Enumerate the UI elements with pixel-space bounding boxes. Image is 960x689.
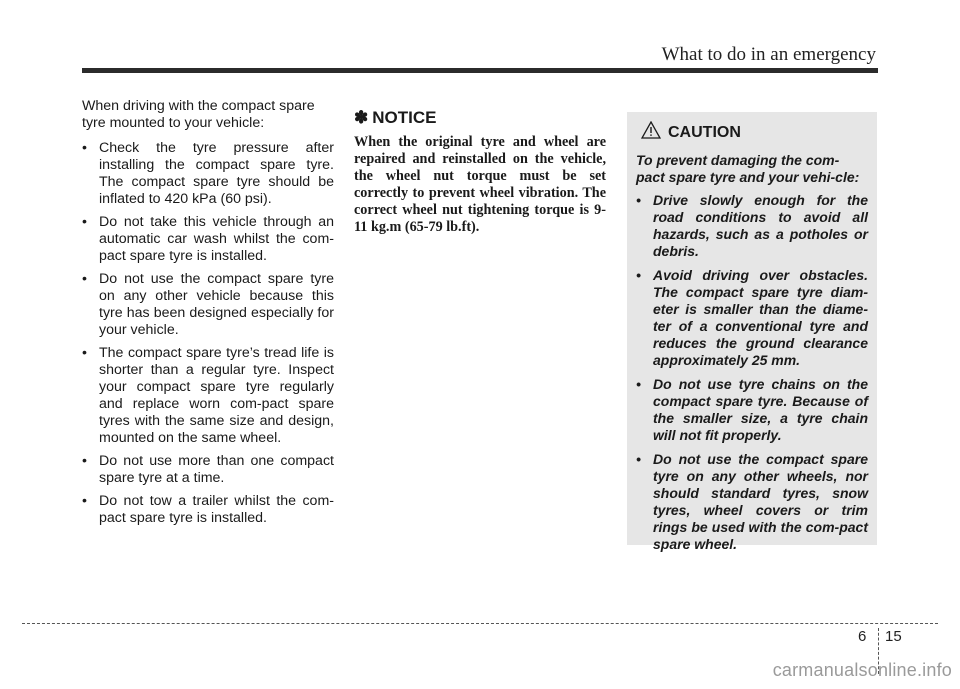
bullet: • [82,271,87,287]
bullet: • [82,493,87,509]
list-item-text: Do not tow a trailer whilst the com-pact spare tyre is installed. [99,493,334,526]
list-item-text: The compact spare tyre’s tread life is shorter than a regular tyre. Inspect your compact spare tyre regularly and replace worn com-pact spare tyres with the same size and design, mounted on the same wheel. [99,345,334,446]
watermark: carmanualsonline.info [772,660,952,680]
list-item [82,140,334,208]
notice-title: NOTICE [372,108,437,127]
list-item-text: Check the tyre pressure after installing the compact spare tyre. The compact spare tyre should be inflated to 420 kPa (60 psi). [99,140,334,207]
list-item [82,493,334,527]
list-item-text: Do not use the compact spare tyre on any other wheels, nor should standard tyres, snow tyres, wheel covers or trim rings be used with the com-pact spare wheel. [653,451,868,552]
list-item [636,267,868,369]
notice-heading [354,108,606,128]
caution-heading [641,121,868,144]
chapter-number: 6 [858,628,867,645]
bullet: • [636,192,641,208]
bullet: • [82,214,87,230]
page-header-title: What to do in an emergency [661,44,876,65]
list-item-text: Do not use the compact spare tyre on any other vehicle because this tyre has been designed especially for your vehicle. [99,271,334,338]
list-item [82,345,334,447]
list-item [636,376,868,444]
list-item [82,271,334,339]
notice-text: When the original tyre and wheel are repaired and reinstalled on the vehicle, the wheel nut torque must be set correctly to prevent wheel vibration. The correct wheel nut tightening torque is 9-11 kg.m (65-79 lb.ft). [354,134,606,235]
list-item [82,453,334,487]
warning-triangle-icon [641,121,661,144]
list-item [636,451,868,553]
header-rule [82,68,878,73]
bullet: • [636,376,641,392]
caution-title: CAUTION [668,123,741,141]
list-item-text: Avoid driving over obstacles. The compact spare tyre diam-eter is smaller than the diame-ter of a conventional tyre and reduces the ground clearance approximately 25 mm. [653,267,868,368]
list-item [636,192,868,260]
notice-section [354,108,606,236]
bullet: • [82,345,87,361]
caution-list [636,192,868,553]
footer-rule [22,623,938,624]
bullet: • [636,267,641,283]
list-item-text: Do not use more than one compact spare tyre at a time. [99,453,334,486]
list-item-text: Do not take this vehicle through an automatic car wash whilst the com-pact spare tyre is installed. [99,214,334,264]
bullet: • [636,451,641,467]
page-number: 15 [885,628,902,645]
list-item-text: Do not use tyre chains on the compact spare tyre. Because of the smaller size, a tyre chain will not fit properly. [653,376,868,443]
bullet: • [82,140,87,156]
spare-tyre-list [82,140,334,527]
caution-box [627,112,877,552]
intro-paragraph: When driving with the compact spare tyre mounted to your vehicle: [82,98,315,131]
list-item-text: Drive slowly enough for the road conditions to avoid all hazards, such as a potholes or debris. [653,192,868,259]
list-item [82,214,334,265]
asterisk-icon: ✽ [354,108,369,127]
bullet: • [82,453,87,469]
left-column [82,98,334,533]
caution-intro: To prevent damaging the com-pact spare tyre and your vehi-cle: [636,152,860,185]
